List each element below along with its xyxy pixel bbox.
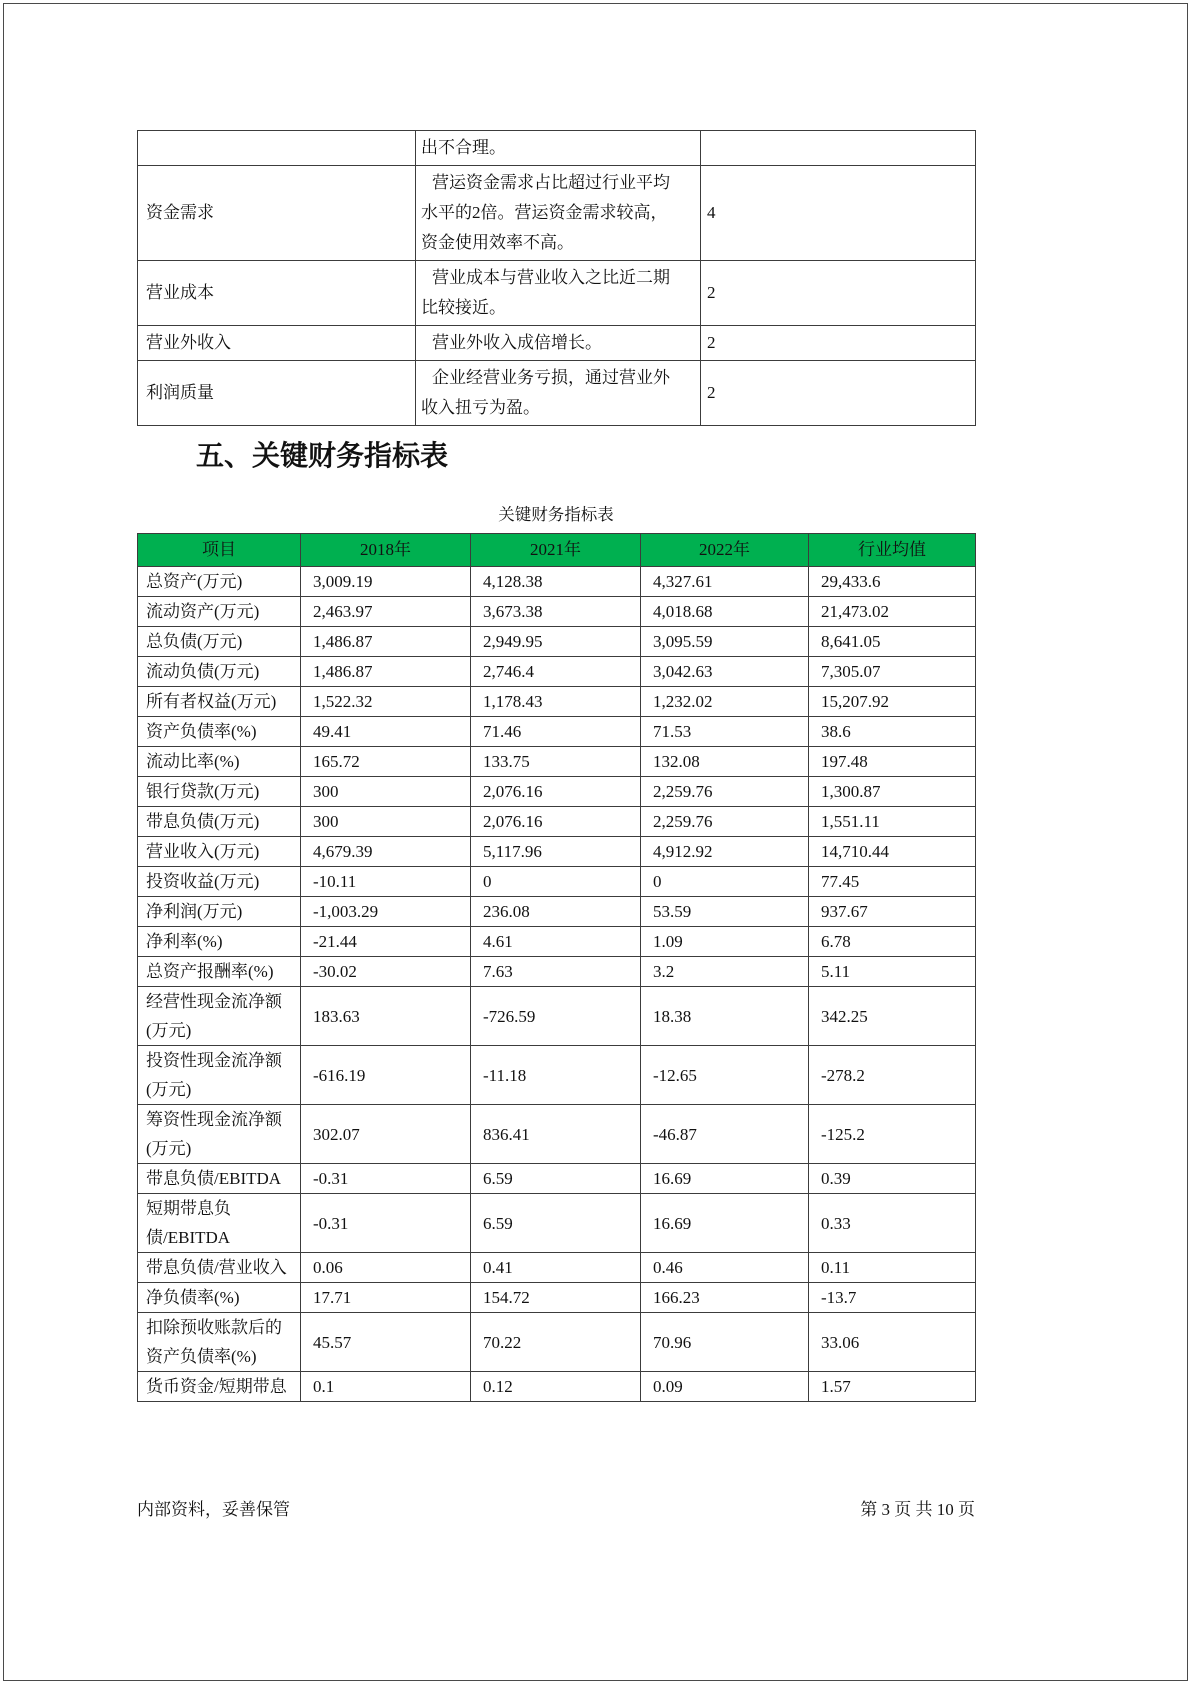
fin-row-label: 投资收益(万元) [138, 867, 301, 897]
fin-table-row [138, 957, 976, 987]
fin-row-value: 7,305.07 [809, 657, 976, 687]
fin-row-value: 1,178.43 [471, 687, 641, 717]
assessment-item-label: 资金需求 [138, 166, 416, 261]
fin-row-value: 4.61 [471, 927, 641, 957]
fin-row-value: 3,673.38 [471, 597, 641, 627]
fin-row-value: 342.25 [809, 987, 976, 1046]
fin-row-value: 0.12 [471, 1372, 641, 1402]
fin-row-value: -726.59 [471, 987, 641, 1046]
fin-row-value: 5.11 [809, 957, 976, 987]
fin-row-value: 1,486.87 [301, 627, 471, 657]
fin-row-value: 0.41 [471, 1253, 641, 1283]
fin-column-header: 行业均值 [809, 534, 976, 567]
section-heading: 五、关键财务指标表 [196, 440, 449, 471]
fin-row-label: 资产负债率(%) [138, 717, 301, 747]
fin-row-value: 3,095.59 [641, 627, 809, 657]
fin-row-value: 5,117.96 [471, 837, 641, 867]
footer-page-number: 第 3 页 共 10 页 [860, 1500, 975, 1519]
fin-row-value: 154.72 [471, 1283, 641, 1313]
fin-row-value: 165.72 [301, 747, 471, 777]
fin-row-value: 53.59 [641, 897, 809, 927]
fin-row-value: 0 [471, 867, 641, 897]
assessment-row [138, 261, 976, 326]
table-caption: 关键财务指标表 [498, 505, 614, 524]
fin-table-row [138, 987, 976, 1046]
fin-row-label: 净利润(万元) [138, 897, 301, 927]
assessment-score: 2 [701, 326, 976, 361]
assessment-item-label: 营业成本 [138, 261, 416, 326]
fin-row-label: 流动资产(万元) [138, 597, 301, 627]
fin-row-value: 77.45 [809, 867, 976, 897]
fin-row-label: 投资性现金流净额(万元) [138, 1046, 301, 1105]
fin-row-value: 45.57 [301, 1313, 471, 1372]
fin-table-row [138, 657, 976, 687]
fin-table-row [138, 1283, 976, 1313]
fin-row-value: -30.02 [301, 957, 471, 987]
fin-table-row [138, 1313, 976, 1372]
fin-row-value: 21,473.02 [809, 597, 976, 627]
fin-row-value: 4,679.39 [301, 837, 471, 867]
assessment-table [137, 130, 976, 426]
fin-row-value: 0.1 [301, 1372, 471, 1402]
fin-table-row [138, 1194, 976, 1253]
fin-row-value: 33.06 [809, 1313, 976, 1372]
fin-row-value: 4,018.68 [641, 597, 809, 627]
fin-row-value: 1.09 [641, 927, 809, 957]
fin-row-value: 17.71 [301, 1283, 471, 1313]
fin-row-value: 71.46 [471, 717, 641, 747]
assessment-score: 4 [701, 166, 976, 261]
fin-table-row [138, 717, 976, 747]
assessment-item-label: 利润质量 [138, 361, 416, 426]
fin-row-value: 1,232.02 [641, 687, 809, 717]
fin-row-value: 70.22 [471, 1313, 641, 1372]
assessment-score [701, 131, 976, 166]
fin-row-value: 236.08 [471, 897, 641, 927]
fin-row-value: 2,259.76 [641, 777, 809, 807]
fin-row-value: 183.63 [301, 987, 471, 1046]
fin-row-value: 4,327.61 [641, 567, 809, 597]
fin-row-value: 15,207.92 [809, 687, 976, 717]
fin-column-header: 2022年 [641, 534, 809, 567]
fin-row-value: 71.53 [641, 717, 809, 747]
fin-row-value: -1,003.29 [301, 897, 471, 927]
assessment-item-label: 营业外收入 [138, 326, 416, 361]
fin-row-value: 836.41 [471, 1105, 641, 1164]
fin-row-value: 0.46 [641, 1253, 809, 1283]
fin-row-value: 2,076.16 [471, 777, 641, 807]
assessment-description: 营业成本与营业收入之比近二期比较接近。 [416, 261, 701, 326]
fin-row-value: 7.63 [471, 957, 641, 987]
financial-indicators-table [137, 533, 976, 1402]
fin-table-row [138, 1253, 976, 1283]
page-footer [137, 1499, 975, 1521]
fin-row-value: 0.06 [301, 1253, 471, 1283]
fin-table-row [138, 807, 976, 837]
fin-row-label: 营业收入(万元) [138, 837, 301, 867]
fin-row-label: 带息负债(万元) [138, 807, 301, 837]
fin-row-value: 132.08 [641, 747, 809, 777]
footer-confidential-note: 内部资料，妥善保管 [137, 1500, 290, 1519]
fin-row-value: 1,551.11 [809, 807, 976, 837]
fin-row-value: 38.6 [809, 717, 976, 747]
fin-row-value: 937.67 [809, 897, 976, 927]
fin-table-row [138, 627, 976, 657]
fin-row-value: 2,076.16 [471, 807, 641, 837]
fin-row-value: 0.39 [809, 1164, 976, 1194]
fin-column-header: 2021年 [471, 534, 641, 567]
fin-row-value: -13.7 [809, 1283, 976, 1313]
fin-row-value: 6.59 [471, 1164, 641, 1194]
assessment-description: 出不合理。 [416, 131, 701, 166]
fin-row-value: -21.44 [301, 927, 471, 957]
fin-table-row [138, 597, 976, 627]
fin-row-value: 133.75 [471, 747, 641, 777]
fin-row-label: 货币资金/短期带息 [138, 1372, 301, 1402]
fin-row-label: 总资产(万元) [138, 567, 301, 597]
fin-table-row [138, 687, 976, 717]
fin-row-value: 300 [301, 807, 471, 837]
fin-table-row [138, 897, 976, 927]
fin-row-label: 经营性现金流净额(万元) [138, 987, 301, 1046]
fin-row-label: 总资产报酬率(%) [138, 957, 301, 987]
fin-table-row [138, 837, 976, 867]
fin-row-value: 70.96 [641, 1313, 809, 1372]
fin-row-value: 16.69 [641, 1164, 809, 1194]
fin-row-value: -12.65 [641, 1046, 809, 1105]
fin-table-row [138, 927, 976, 957]
fin-row-value: 0.33 [809, 1194, 976, 1253]
fin-row-value: -10.11 [301, 867, 471, 897]
fin-row-value: 2,949.95 [471, 627, 641, 657]
fin-row-label: 带息负债/营业收入 [138, 1253, 301, 1283]
fin-row-value: 49.41 [301, 717, 471, 747]
fin-row-label: 银行贷款(万元) [138, 777, 301, 807]
fin-row-value: -616.19 [301, 1046, 471, 1105]
fin-row-value: -278.2 [809, 1046, 976, 1105]
assessment-description: 营运资金需求占比超过行业平均水平的2倍。营运资金需求较高，资金使用效率不高。 [416, 166, 701, 261]
fin-row-value: -46.87 [641, 1105, 809, 1164]
fin-row-value: 1,522.32 [301, 687, 471, 717]
fin-row-label: 筹资性现金流净额(万元) [138, 1105, 301, 1164]
fin-row-value: 6.59 [471, 1194, 641, 1253]
fin-row-value: 4,912.92 [641, 837, 809, 867]
fin-row-value: 2,746.4 [471, 657, 641, 687]
assessment-row [138, 326, 976, 361]
fin-row-value: 16.69 [641, 1194, 809, 1253]
fin-row-value: 302.07 [301, 1105, 471, 1164]
fin-row-label: 带息负债/EBITDA [138, 1164, 301, 1194]
assessment-score: 2 [701, 261, 976, 326]
assessment-description: 企业经营业务亏损，通过营业外收入扭亏为盈。 [416, 361, 701, 426]
fin-row-value: 3,009.19 [301, 567, 471, 597]
fin-row-value: 0.09 [641, 1372, 809, 1402]
fin-row-value: 300 [301, 777, 471, 807]
fin-row-value: -0.31 [301, 1194, 471, 1253]
fin-row-value: -11.18 [471, 1046, 641, 1105]
fin-row-value: 6.78 [809, 927, 976, 957]
fin-table-row [138, 1046, 976, 1105]
fin-row-label: 扣除预收账款后的资产负债率(%) [138, 1313, 301, 1372]
assessment-description: 营业外收入成倍增长。 [416, 326, 701, 361]
assessment-row [138, 361, 976, 426]
fin-row-value: 4,128.38 [471, 567, 641, 597]
assessment-row [138, 131, 976, 166]
fin-row-value: 1,486.87 [301, 657, 471, 687]
fin-row-value: 2,463.97 [301, 597, 471, 627]
fin-row-value: 29,433.6 [809, 567, 976, 597]
fin-row-value: 3.2 [641, 957, 809, 987]
fin-row-value: 3,042.63 [641, 657, 809, 687]
fin-row-label: 短期带息负债/EBITDA [138, 1194, 301, 1253]
fin-column-header: 2018年 [301, 534, 471, 567]
fin-row-value: -125.2 [809, 1105, 976, 1164]
fin-row-label: 净利率(%) [138, 927, 301, 957]
fin-table-row [138, 1105, 976, 1164]
fin-row-value: 197.48 [809, 747, 976, 777]
fin-row-value: 0 [641, 867, 809, 897]
fin-table-row [138, 777, 976, 807]
fin-row-value: 166.23 [641, 1283, 809, 1313]
assessment-score: 2 [701, 361, 976, 426]
fin-row-label: 所有者权益(万元) [138, 687, 301, 717]
fin-row-value: 8,641.05 [809, 627, 976, 657]
fin-table-row [138, 747, 976, 777]
fin-row-value: 0.11 [809, 1253, 976, 1283]
fin-table-row [138, 1164, 976, 1194]
fin-column-header: 项目 [138, 534, 301, 567]
fin-table-row [138, 567, 976, 597]
fin-row-value: -0.31 [301, 1164, 471, 1194]
fin-row-value: 2,259.76 [641, 807, 809, 837]
fin-row-label: 总负债(万元) [138, 627, 301, 657]
fin-table-row [138, 1372, 976, 1402]
fin-row-label: 净负债率(%) [138, 1283, 301, 1313]
fin-row-value: 1,300.87 [809, 777, 976, 807]
fin-table-header-row [138, 534, 976, 567]
fin-row-value: 18.38 [641, 987, 809, 1046]
fin-row-value: 1.57 [809, 1372, 976, 1402]
fin-row-value: 14,710.44 [809, 837, 976, 867]
fin-row-label: 流动比率(%) [138, 747, 301, 777]
assessment-row [138, 166, 976, 261]
assessment-item-label [138, 131, 416, 166]
fin-row-label: 流动负债(万元) [138, 657, 301, 687]
fin-table-row [138, 867, 976, 897]
